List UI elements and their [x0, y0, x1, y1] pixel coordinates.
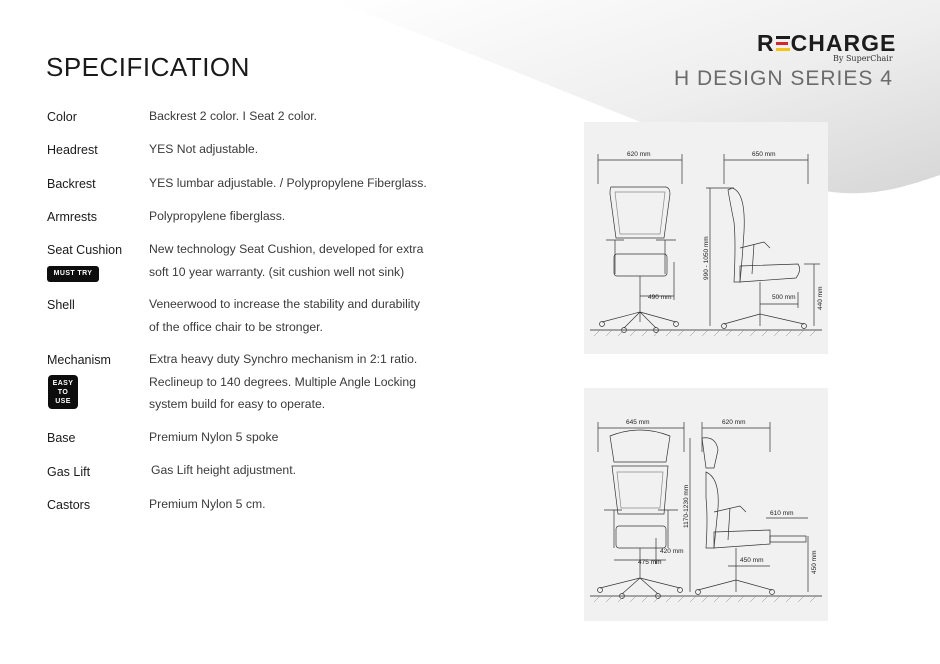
chair-side-base [698, 580, 772, 592]
dim-front-width: 645 mm [626, 419, 650, 426]
dim-side-depth: 650 mm [752, 151, 776, 158]
spec-value-castors: Premium Nylon 5 cm. [149, 497, 266, 511]
spec-value-base: Premium Nylon 5 spoke [149, 430, 279, 444]
spec-label-backrest: Backrest [47, 177, 96, 191]
chair-front-base [600, 578, 680, 594]
castor [600, 322, 605, 327]
castor [770, 590, 775, 595]
brand-e-stripes [776, 35, 790, 52]
spec-label-seat-cushion: Seat Cushion [47, 243, 123, 257]
spec-value-line: system build for easy to operate. [149, 397, 326, 411]
chair-side-arm [714, 506, 746, 540]
spec-label-headrest: Headrest [47, 143, 98, 157]
dim-seat-height: 450 mm [811, 550, 818, 574]
badge-line: TO [57, 389, 69, 396]
castor [674, 322, 679, 327]
chair-front-back-inner [617, 472, 663, 508]
chair-dimension-diagram-1 [584, 122, 828, 354]
dim-seat-width: 490 mm [648, 294, 672, 301]
badge-line: EASY [52, 380, 74, 387]
chair-front-back [612, 466, 668, 514]
chair-side-headrest [702, 438, 718, 468]
chair-front-base [602, 312, 676, 328]
chair-side-back [728, 188, 744, 282]
easy-to-use-badge [48, 375, 78, 409]
spec-label-color: Color [47, 110, 77, 124]
spec-value-gas-lift: Gas Lift height adjustment. [151, 463, 296, 477]
brand-name: R CHARGE [757, 30, 897, 56]
spec-value-line: New technology Seat Cushion, developed for extra [149, 242, 424, 256]
spec-label-armrests: Armrests [47, 210, 97, 224]
chair-front-seat [614, 254, 667, 276]
spec-value-headrest: YES Not adjustable. [149, 142, 259, 156]
spec-label-castors: Castors [47, 498, 91, 512]
spec-value-line: of the office chair to be stronger. [149, 319, 323, 334]
spec-label-mechanism: Mechanism [47, 353, 111, 367]
castor [678, 588, 683, 593]
dim-seat-depth: 500 mm [772, 294, 796, 301]
brand-sub: By SuperChair [833, 54, 893, 63]
page-title: SPECIFICATION [46, 52, 250, 82]
chair-side-seat [714, 530, 770, 548]
dim-height-range: 1170-1230 mm [683, 484, 690, 528]
spec-value-armrests: Polypropylene fiberglass. [149, 209, 286, 223]
floor-hatch [594, 596, 816, 602]
dim-footrest: 610 mm [770, 510, 794, 517]
chair-front-arm [604, 510, 678, 548]
dim-side-depth: 620 mm [722, 419, 746, 426]
chair-dimension-diagram-2 [584, 388, 828, 621]
floor-hatch [594, 330, 816, 336]
chair-front-back-inner [615, 192, 665, 234]
castor [598, 588, 603, 593]
spec-value-shell [149, 293, 420, 338]
chair-side-seat [740, 264, 800, 282]
spec-label-gas-lift: Gas Lift [47, 465, 91, 479]
must-try-badge: MUST TRY [47, 266, 99, 282]
chair-front-arm [606, 240, 676, 274]
spec-value-mechanism [149, 348, 417, 416]
chair-side-arm [740, 242, 770, 274]
dim-seat-depth: 450 mm [740, 557, 764, 564]
chair-front-headrest [610, 430, 670, 462]
spec-label-shell: Shell [47, 298, 75, 312]
chair-front-back [610, 187, 670, 238]
dim-height-range: 990 - 1050 mm [703, 236, 710, 280]
dim-front-width: 620 mm [627, 151, 651, 158]
dim-seat-height-front: 420 mm [660, 548, 684, 555]
series-title: H DESIGN SERIES 4 [674, 67, 893, 90]
castor [722, 324, 727, 329]
chair-side-back [706, 472, 718, 548]
brand-logo [757, 30, 897, 63]
spec-value-line: Extra heavy duty Synchro mechanism in 2:1 ratio. [149, 352, 418, 366]
spec-value-line: Reclineup to 140 degrees. Multiple Angle Locking [149, 374, 416, 389]
chair-side-base [724, 314, 804, 326]
spec-label-base: Base [47, 431, 76, 445]
dim-seat-height: 440 mm [817, 286, 824, 310]
spec-value-line: Veneerwood to increase the stability and durability [149, 297, 420, 311]
spec-value-line: soft 10 year warranty. (sit cushion well not sink) [149, 264, 405, 279]
spec-value-backrest: YES lumbar adjustable. / Polypropylene Fiberglass. [149, 176, 427, 190]
spec-value-color: Backrest 2 color. I Seat 2 color. [149, 109, 317, 123]
spec-value-seat-cushion [149, 238, 423, 283]
chair-front-seat [616, 526, 666, 548]
dim-seat-width: 475 mm [638, 559, 662, 566]
castor [802, 324, 807, 329]
castor [696, 590, 701, 595]
badge-line: USE [55, 398, 71, 405]
chair-side-footrest [770, 536, 806, 542]
